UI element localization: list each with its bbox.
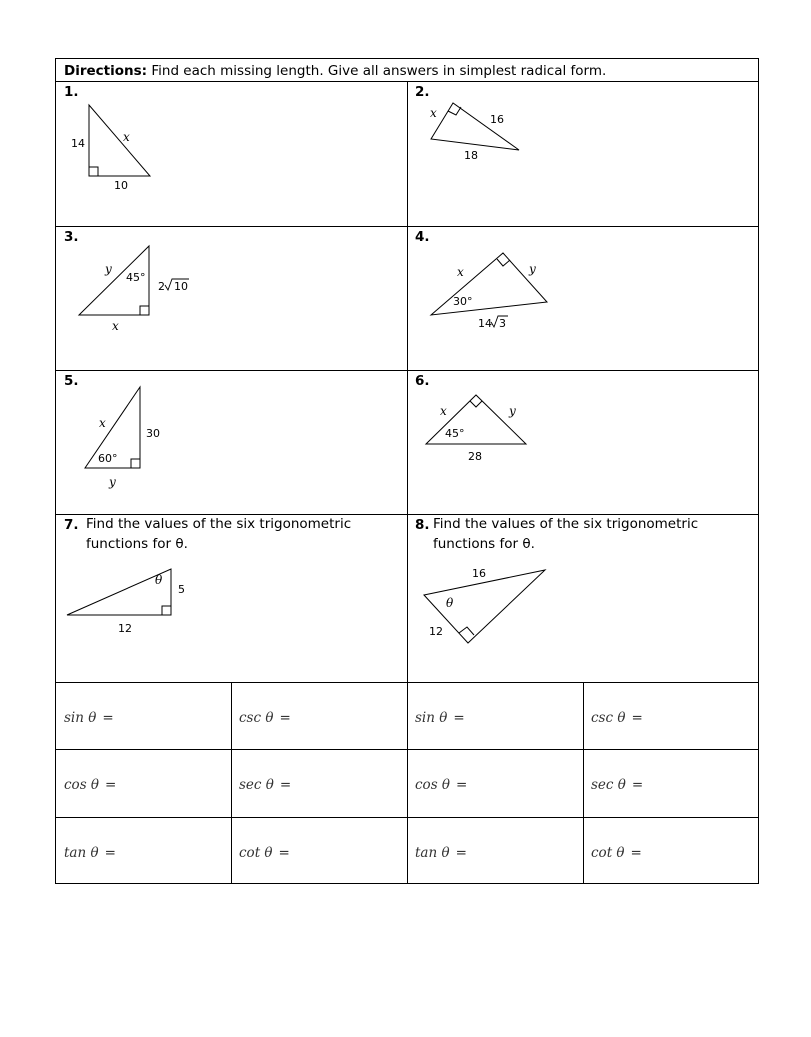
problem-8-number: 8. xyxy=(415,517,430,533)
answer-cell[interactable]: cos θ = xyxy=(64,777,117,793)
problem-1-number: 1. xyxy=(64,84,79,100)
problem-1-label-x: x xyxy=(123,130,130,144)
problem-3-number: 3. xyxy=(64,229,79,245)
problem-8-label-theta: θ xyxy=(446,596,454,610)
problem-5-label-angle: 60° xyxy=(98,452,118,465)
problem-6-label-28: 28 xyxy=(468,450,482,463)
problem-6-number: 6. xyxy=(415,373,430,389)
answer-cell[interactable]: sec θ = xyxy=(239,777,292,793)
problem-4-label-coef: 14 xyxy=(478,317,492,330)
problem-3-label-angle: 45° xyxy=(126,271,146,284)
answer-cell[interactable]: cot θ = xyxy=(591,845,642,861)
problem-6-label-y: y xyxy=(509,404,516,418)
problem-8-triangle xyxy=(56,59,758,885)
problem-7-text: Find the values of the six trigonometric functions for θ. xyxy=(86,516,352,552)
problem-1-label-10: 10 xyxy=(114,179,128,192)
answer-cell[interactable]: cos θ = xyxy=(415,777,468,793)
problem-4-label-angle: 30° xyxy=(453,295,473,308)
problem-2-label-16: 16 xyxy=(490,113,504,126)
problem-8-text: Find the values of the six trigonometric functions for θ. xyxy=(433,516,699,552)
answer-cell[interactable]: sin θ = xyxy=(415,710,465,726)
directions-text: Find each missing length. Give all answers in simplest radical form. xyxy=(151,63,607,79)
problem-7-label-12: 12 xyxy=(118,622,132,635)
answer-cell[interactable]: cot θ = xyxy=(239,845,290,861)
answer-cell[interactable]: sec θ = xyxy=(591,777,644,793)
problem-5-number: 5. xyxy=(64,373,79,389)
problem-8-label-16: 16 xyxy=(472,567,486,580)
problem-2-label-x: x xyxy=(430,106,437,120)
problem-8-label-12: 12 xyxy=(429,625,443,638)
problem-4-label-y: y xyxy=(529,262,536,276)
worksheet xyxy=(55,58,759,884)
answer-cell[interactable]: tan θ = xyxy=(415,845,467,861)
problem-4-label-x: x xyxy=(457,265,464,279)
answer-cell[interactable]: csc θ = xyxy=(591,710,643,726)
problem-2-number: 2. xyxy=(415,84,430,100)
problem-3-label-y: y xyxy=(105,262,112,276)
problem-5-label-x: x xyxy=(99,416,106,430)
problem-6-label-x: x xyxy=(440,404,447,418)
problem-4-label-rad: 3 xyxy=(499,317,506,330)
problem-5-label-y: y xyxy=(109,475,116,489)
problem-3-label-x: x xyxy=(112,319,119,333)
directions-label: Directions: xyxy=(64,63,148,79)
problem-2-label-18: 18 xyxy=(464,149,478,162)
problem-3-label-rad: 10 xyxy=(174,280,188,293)
problem-7-label-5: 5 xyxy=(178,583,185,596)
problem-3-label-coef: 2 xyxy=(158,280,165,293)
problem-1-label-14: 14 xyxy=(71,137,85,150)
answer-cell[interactable]: csc θ = xyxy=(239,710,291,726)
answer-cell[interactable]: tan θ = xyxy=(64,845,116,861)
problem-7-label-theta: θ xyxy=(155,573,163,587)
answer-cell[interactable]: sin θ = xyxy=(64,710,114,726)
problem-5-label-30: 30 xyxy=(146,427,160,440)
problem-7-number: 7. xyxy=(64,517,79,533)
problem-4-number: 4. xyxy=(415,229,430,245)
problem-6-label-angle: 45° xyxy=(445,427,465,440)
